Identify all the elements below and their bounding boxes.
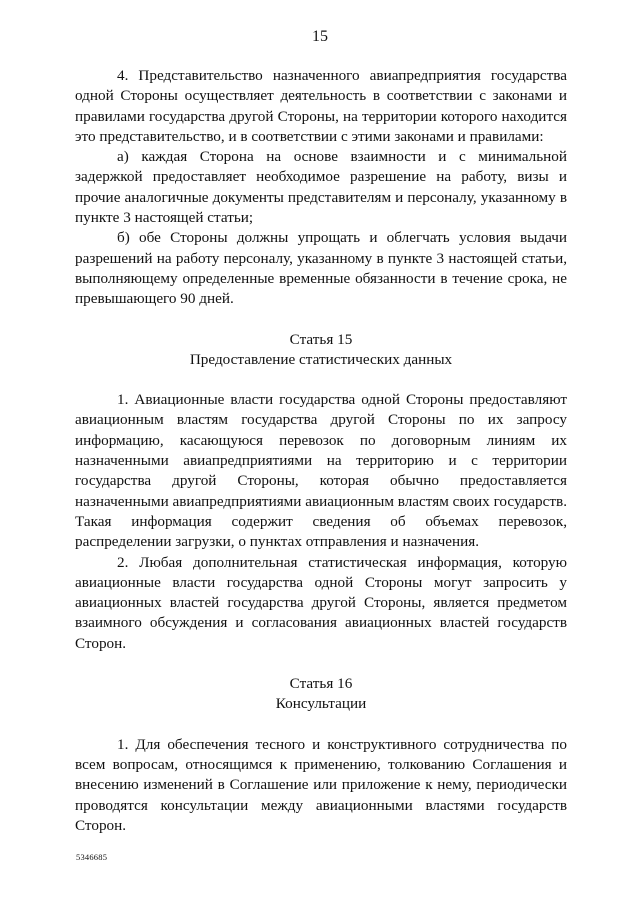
article-15-paragraph-1: 1. Авиационные власти государства одной Стороны предоставляют авиационным властям государства другой Стороны по их запросу информацию, касающуюся перевозок по договорным линиям их назначенными авиапредприятиями на территорию и с территории государства другой Стороны, которая обычно предоставляется назначенными авиапредприятиями авиационным властям своих государств. Такая информация содержит сведения об объемах перевозок, распределении загрузки, о пунктах отправления и назначения. (75, 391, 567, 551)
subparagraph-a: а) каждая Сторона на основе взаимности и с минимальной задержкой предоставляет необходимое разрешение на работу, визы и прочие аналогичные документы представителям и персоналу, указанному в пункте 3 настоящей статьи; (75, 148, 567, 227)
article-16-title: Консультации (275, 695, 367, 713)
article-16-paragraph-1: 1. Для обеспечения тесного и конструктивного сотрудничества по всем вопросам, относящимся к применению, толкованию Соглашения и внесению изменений в Соглашение или приложение к нему, периодически проводятся консультации между авиационными властями государств Сторон. (75, 735, 567, 834)
article-15-title: Предоставление статистических данных (189, 350, 453, 368)
article-15-number: Статья 15 (289, 330, 353, 348)
page-number: 15 (312, 28, 328, 45)
article-16-number: Статья 16 (289, 675, 353, 693)
paragraph-4: 4. Представительство назначенного авиапредприятия государства одной Стороны осуществляет деятельность в соответствии с законами и правилами государства другой Стороны, на территории которого находится это представительство, и в соответствии с этими законами и правилами: (75, 67, 567, 145)
document-body (75, 66, 567, 836)
subparagraph-b: б) обе Стороны должны упрощать и облегчать условия выдачи разрешений на работу персоналу, указанному в пункте 3 настоящей статьи, выполняющему определенные временные обязанности в течение срока, не превышающего 90 дней. (75, 229, 567, 308)
article-15-paragraph-2: 2. Любая дополнительная статистическая информация, которую авиационные власти государства одной Стороны могут запросить у авиационных властей государства другой Стороны, является предметом взаимного обсуждения и согласования авиационных властей государств Сторон. (75, 553, 567, 652)
document-code: 5346685 (76, 852, 108, 862)
